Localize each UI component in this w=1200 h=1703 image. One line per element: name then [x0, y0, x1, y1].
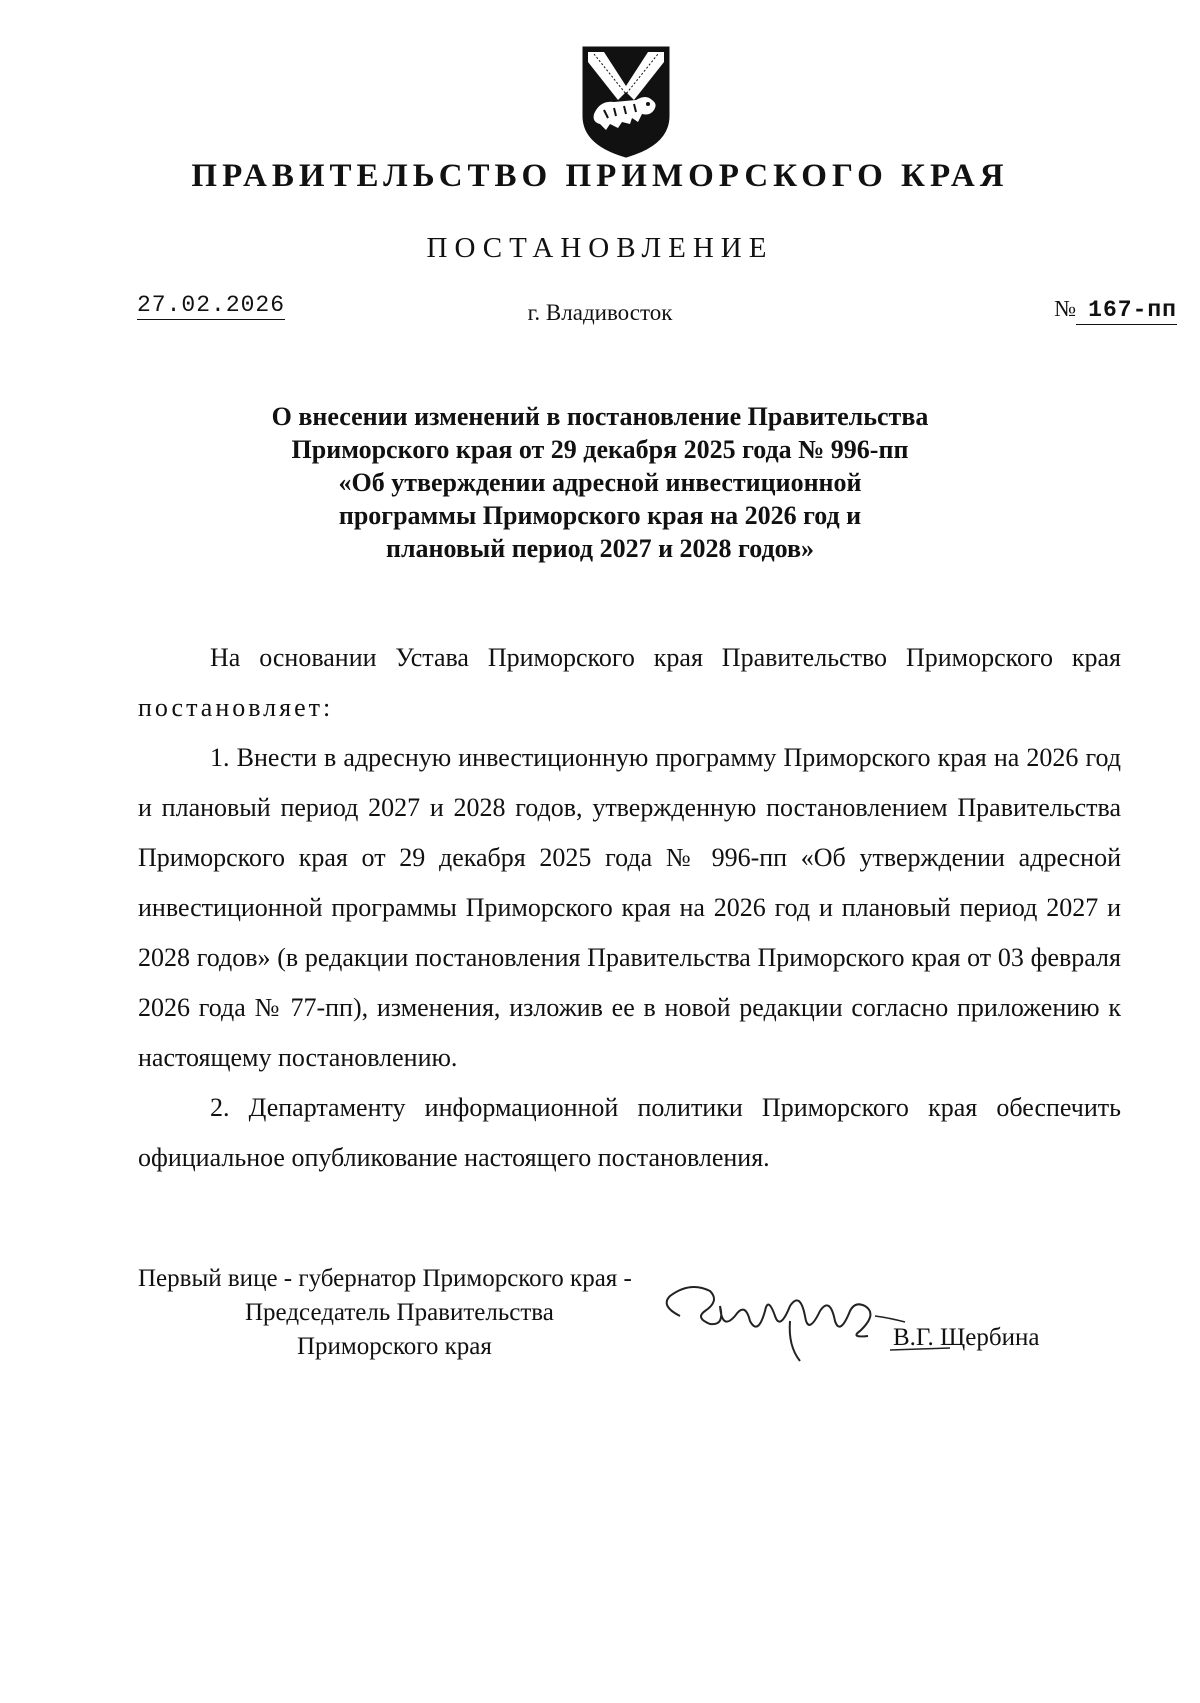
title-line: плановый период 2027 и 2028 годов» — [385, 534, 815, 563]
document-city: г. Владивосток — [527, 300, 673, 325]
document-type: ПОСТАНОВЛЕНИЕ — [426, 232, 774, 264]
coat-of-arms-icon — [580, 44, 672, 160]
signatory-name: В.Г. Щербина — [893, 1324, 1040, 1351]
signatory-role-line-3: Приморского края — [297, 1333, 492, 1360]
title-line: О внесении изменений в постановление Правительства — [271, 402, 929, 431]
number-prefix: № — [1054, 296, 1077, 321]
title-line: Приморского края от 29 декабря 2025 года № 996-пп — [291, 435, 909, 464]
document-body — [138, 633, 1121, 1183]
organization-name: ПРАВИТЕЛЬСТВО ПРИМОРСКОГО КРАЯ — [191, 158, 1009, 194]
number-value: 167-пп — [1076, 297, 1177, 325]
title-line: программы Приморского края на 2026 год и — [338, 501, 862, 530]
document-title — [200, 400, 1000, 565]
item-1-paragraph: 1. Внести в адресную инвестиционную программу Приморского края на 2026 год и плановый период 2027 и 2028 годов, утвержденную постановлением Правительства Приморского края от 29 декабря 2025 года № 996-пп «Об утверждении адресной инвестиционной программы Приморского края на 2026 год и плановый период 2027 и 2028 годов» (в редакции постановления Правительства Приморского края от 03 февраля 2026 года № 77-пп), изменения, изложив ее в новой редакции согласно приложению к настоящему постановлению. — [138, 743, 1121, 1072]
document-date: 27.02.2026 — [137, 292, 286, 318]
preamble-text: На основании Устава Приморского края Правительство Приморского края — [210, 643, 1121, 672]
item-2-paragraph: 2. Департаменту информационной политики Приморского края обеспечить официальное опубликование настоящего постановления. — [138, 1093, 1121, 1172]
handwritten-signature — [650, 1276, 910, 1366]
decree-word: постановляет: — [138, 693, 334, 722]
signatory-role-line-2: Председатель Правительства — [245, 1299, 554, 1326]
signatory-role-line-1: Первый вице - губернатор Приморского края - — [138, 1265, 632, 1292]
preamble-paragraph — [138, 633, 1121, 733]
document-number — [1054, 296, 1177, 323]
title-line: «Об утверждении адресной инвестиционной — [338, 468, 862, 497]
